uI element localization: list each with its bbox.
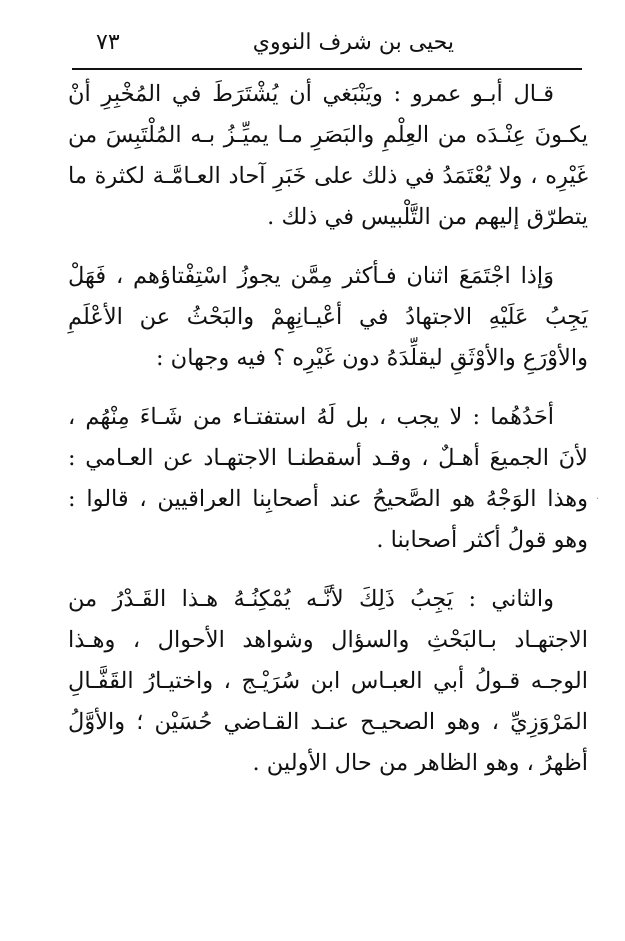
running-title: يحيى بن شرف النووي: [252, 30, 454, 55]
paragraph-2: وَإذا اجْتَمَعَ اثنان فـأكثر مِمَّن يجوزُ اسْتِفْتاؤهم ، فَهَلْ يَجِبُ عَلَيْهِ الاجتهادُ في أعْيـانِهِمْ والبَحْثُ عن الأعْلَمِ والأوْرَعِ والأوْثَقِ ليقلِّدَهُ دون غَيْرِه ؟ فيه وجهان :: [68, 263, 588, 371]
margin-speck: ·: [596, 494, 600, 505]
header-rule: [72, 68, 582, 70]
page-header: [72, 26, 582, 66]
paragraph-4: والثاني : يَجِبُ ذَلِكَ لأنَّـه يُمْكِنُـهُ هـذا القَـدْرُ من الاجتهـاد بـالبَحْثِ والسؤال وشواهد الأحوال ، وهـذا الوجـه قـولُ أبي العبـاس ابن سُرَيْـج ، واختيـارُ القَفَّـالِ المَرْوَزِيِّ ، وهو الصحيـح عنـد القـاضي حُسَيْن ؛ والأوَّلُ أظهرُ ، وهو الظاهر من حال الأولين .: [68, 586, 588, 776]
body-text: [68, 74, 588, 784]
page-number: ٧٣: [96, 30, 120, 55]
paragraph-3: أحَدُهُما : لا يجب ، بل لَهُ استفتـاء من شَـاءَ مِنْهُم ، لأنَ الجميعَ أهـلٌ ، وقـد أسقطنـا الاجتهـاد عن العـامي : وهذا الوَجْهُ هو الصَّحيحُ عند أصحابِنا العراقيين ، قالوا : وهو قولُ أكثر أصحابنا .: [68, 404, 588, 553]
paragraph-1: قـال أبـو عمرو : ويَنْبَغي أن يُشْتَرَطَ في المُخْبِرِ أنْ يكـونَ عِنْـدَه من العِلْمِ والبَصَرِ مـا يميِّـزُ بـه المُلْتَبِسَ من غَيْرِه ، ولا يُعْتَمَدُ في ذلك على خَبَرِ آحاد العـامَّـة لكثرة ما يتطرّق إليهم من التَّلْبيس في ذلك .: [68, 81, 588, 230]
